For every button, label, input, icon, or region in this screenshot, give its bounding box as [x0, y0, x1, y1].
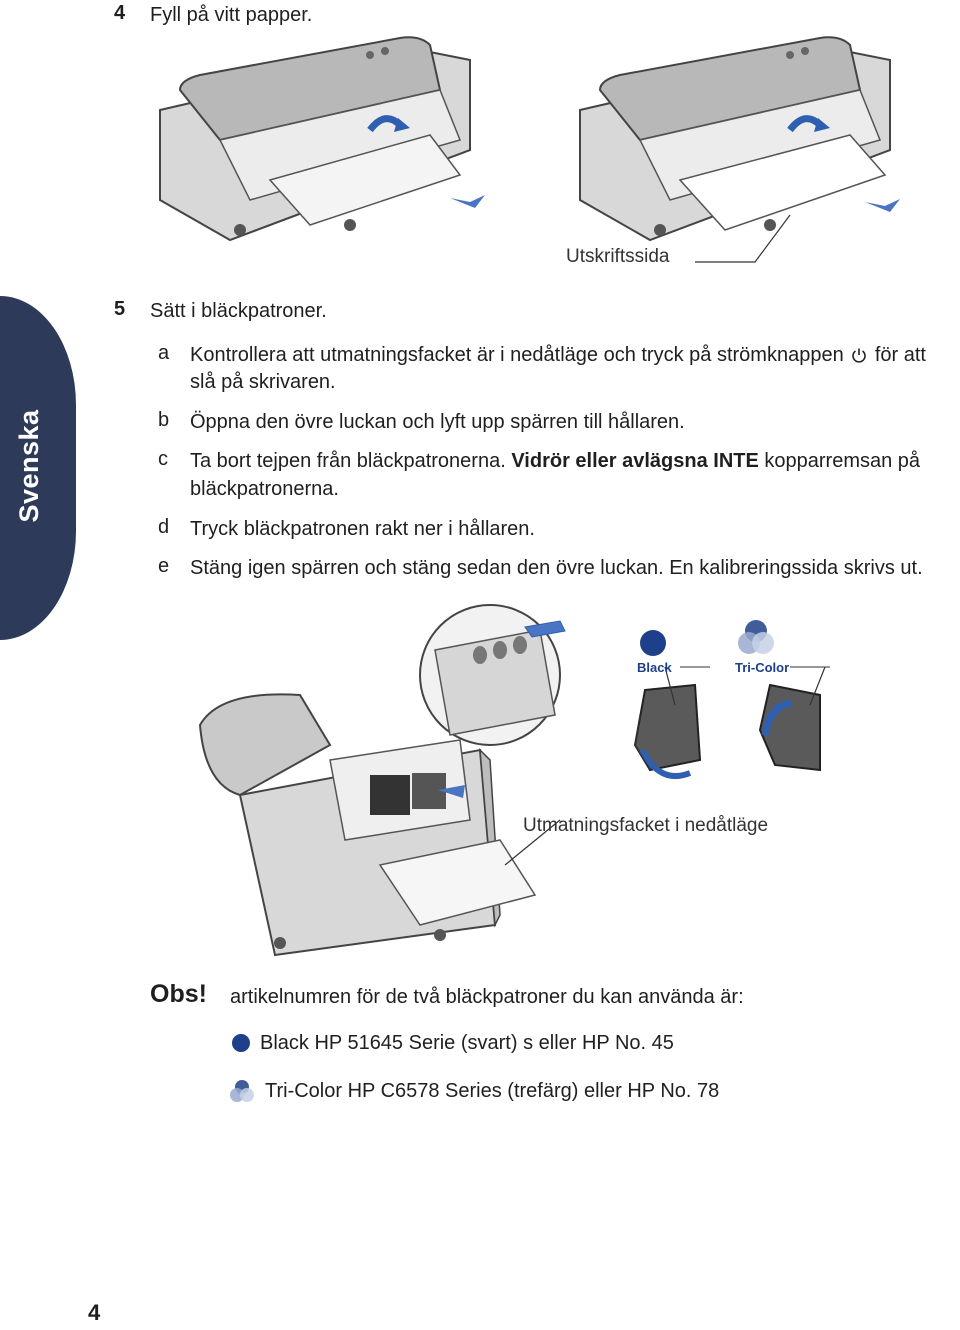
tricolor-dots-icon — [228, 1078, 256, 1106]
bullet-text: Tri-Color HP C6578 Series (trefärg) eller HP No. 78 — [265, 1080, 720, 1102]
step-number: 4 — [114, 2, 126, 24]
item-text-line: bläckpatronerna. — [190, 478, 339, 500]
item-text-part: Ta bort tejpen från bläckpatronerna. — [190, 450, 506, 472]
warning-text: Vidrör eller avlägsna INTE — [511, 450, 759, 472]
item-text: Öppna den övre luckan och lyft upp spärren till hållaren. — [190, 411, 685, 433]
printer-illustration-2 — [580, 37, 900, 240]
item-text — [190, 342, 926, 368]
language-tab-label: Svenska — [14, 409, 44, 523]
item-text: Tryck bläckpatronen rakt ner i hållaren. — [190, 518, 535, 540]
tricolor-label: Tri-Color — [735, 660, 790, 675]
bullet-text: Black HP 51645 Serie (svart) s eller HP No. 45 — [260, 1032, 674, 1054]
printer-illustration-1 — [160, 37, 485, 240]
item-letter: d — [158, 516, 170, 538]
cartridge-install-illustration — [180, 595, 860, 970]
step-text: Sätt i bläckpatroner. — [150, 300, 327, 322]
tricolor-cartridge-illustration — [738, 620, 825, 770]
item-text-line: Kontrollera att utmatningsfacket är i nedåtläge och tryck på strömknappen — [190, 344, 844, 366]
item-text: Stäng igen spärren och stäng sedan den övre luckan. En kalibreringssida skrivs ut. — [190, 557, 923, 579]
black-label: Black — [637, 660, 672, 675]
step-text: Fyll på vitt papper. — [150, 4, 313, 26]
note-label: Obs! — [150, 980, 207, 1008]
printout-caption: Utskriftssida — [566, 246, 670, 267]
black-cartridge-illustration — [635, 630, 700, 776]
item-letter: e — [158, 555, 170, 577]
item-text — [190, 448, 920, 474]
item-text-line: slå på skrivaren. — [190, 371, 336, 393]
item-letter: b — [158, 409, 170, 431]
step-number: 5 — [114, 298, 126, 320]
item-letter: a — [158, 342, 170, 364]
item-text-line-end: för att — [874, 344, 926, 366]
note-text: artikelnumren för de två bläckpatroner du kan använda är: — [230, 986, 744, 1008]
power-icon — [851, 344, 867, 360]
printer-illustrations-top — [140, 30, 960, 280]
black-dot-icon — [232, 1034, 250, 1052]
control-panel-zoom — [420, 605, 565, 745]
page-number: 4 — [88, 1300, 101, 1325]
item-letter: c — [158, 448, 168, 470]
tray-caption: Utmatningsfacket i nedåtläge — [523, 815, 769, 836]
item-text-part: kopparremsan på — [764, 450, 921, 472]
